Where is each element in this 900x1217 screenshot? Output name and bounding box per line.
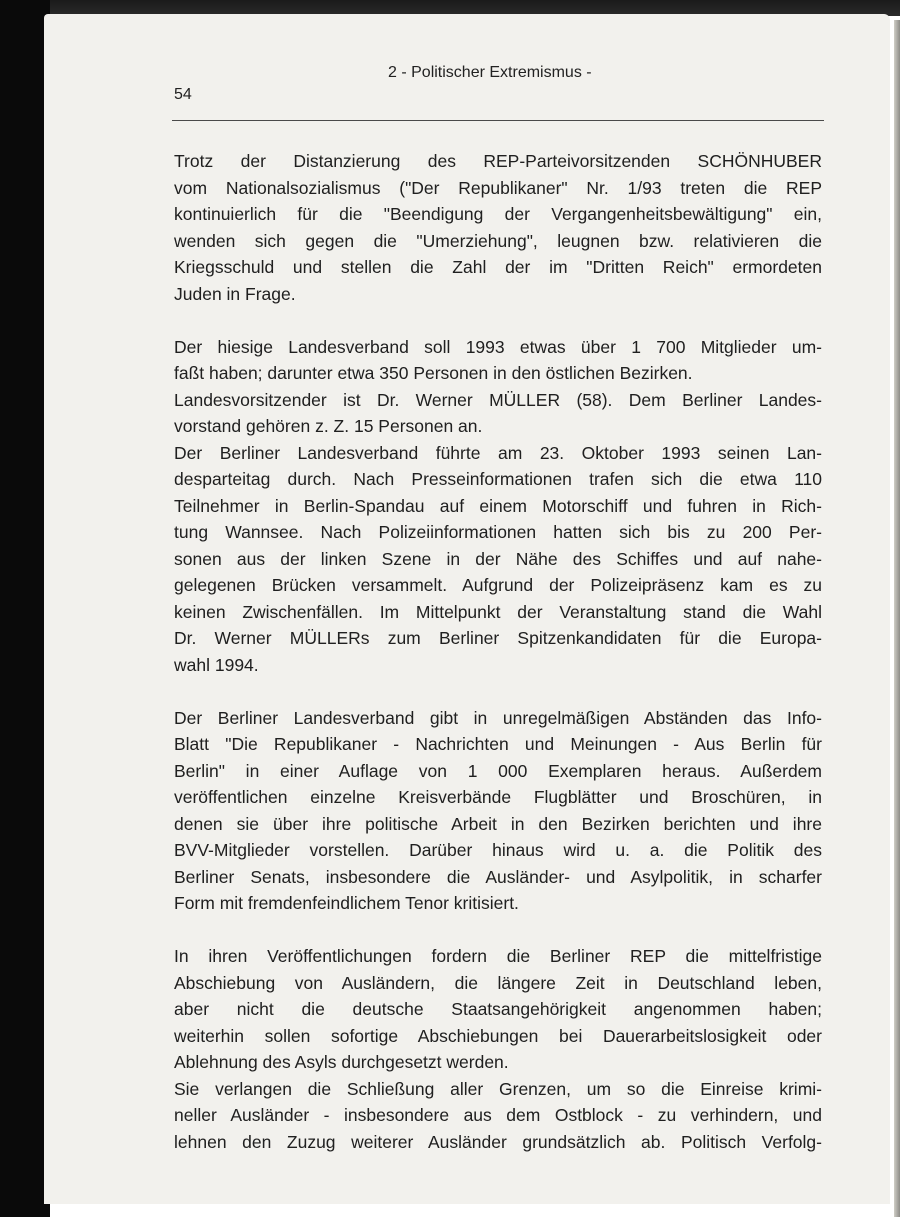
text-line: Berlin" in einer Auflage von 1 000 Exemplaren heraus. Außerdem <box>174 760 822 781</box>
text-line: keinen Zwischenfällen. Im Mittelpunkt der Veranstaltung stand die Wahl <box>174 601 822 622</box>
text-line: kontinuierlich für die "Beendigung der Vergangenheitsbewältigung" ein, <box>174 204 822 224</box>
text-line: wahl 1994. <box>174 654 259 675</box>
text-line: Kriegsschuld und stellen die Zahl der im "Dritten Reich" ermordeten <box>174 257 822 277</box>
text-line: Teilnehmer in Berlin-Spandau auf einem Motorschiff und fuhren in Rich- <box>174 495 822 516</box>
text-line: tung Wannsee. Nach Polizeiinformationen hatten sich bis zu 200 Per- <box>174 522 822 542</box>
text-line: Blatt "Die Republikaner - Nachrichten und Meinungen - Aus Berlin für <box>174 734 822 754</box>
text-line: Landesvorsitzender ist Dr. Werner MÜLLER (58). Dem Berliner Landes- <box>174 389 822 410</box>
running-head: 2 - Politischer Extremismus - <box>388 64 592 81</box>
text-line: Sie verlangen die Schließung aller Grenzen, um so die Einreise krimi- <box>174 1078 822 1099</box>
text-line: Der hiesige Landesverband soll 1993 etwas über 1 700 Mitglieder um- <box>174 336 822 357</box>
text-line: sonen aus der linken Szene in der Nähe des Schiffes und auf nahe- <box>174 548 822 569</box>
text-line: Form mit fremdenfeindlichem Tenor kritisiert. <box>174 893 519 913</box>
text-line: Der Berliner Landesverband gibt in unregelmäßigen Abständen das Info- <box>174 707 822 728</box>
body-text <box>174 148 822 1155</box>
text-line: BVV-Mitglieder vorstellen. Darüber hinaus wird u. a. die Politik des <box>174 840 822 860</box>
paragraph <box>174 1076 822 1156</box>
text-line: wenden sich gegen die "Umerziehung", leugnen bzw. relativieren die <box>174 230 822 251</box>
text-line: vom Nationalsozialismus ("Der Republikaner" Nr. 1/93 treten die REP <box>174 177 822 198</box>
page-edge <box>894 20 900 1217</box>
text-line: weiterhin sollen sofortige Abschiebungen bei Dauerarbeitslosigkeit oder <box>174 1025 822 1046</box>
text-line: neller Ausländer - insbesondere aus dem Ostblock - zu verhindern, und <box>174 1105 822 1125</box>
text-line: vorstand gehören z. Z. 15 Personen an. <box>174 416 483 436</box>
text-line: Trotz der Distanzierung des REP-Parteivorsitzenden SCHÖNHUBER <box>174 151 822 171</box>
text-line: lehnen den Zuzug weiterer Ausländer grundsätzlich ab. Politisch Verfolg- <box>174 1131 822 1152</box>
page-number: 54 <box>174 86 192 103</box>
paragraph <box>174 440 822 679</box>
paragraph <box>174 943 822 1076</box>
text-line: In ihren Veröffentlichungen fordern die Berliner REP die mittelfristige <box>174 946 822 966</box>
binding-shadow <box>0 0 50 1217</box>
text-line: Ablehnung des Asyls durchgesetzt werden. <box>174 1052 509 1072</box>
text-line: veröffentlichen einzelne Kreisverbände Flugblätter und Broschüren, in <box>174 787 822 807</box>
page-header <box>174 62 824 112</box>
text-line: Dr. Werner MÜLLERs zum Berliner Spitzenkandidaten für die Europa- <box>174 628 822 648</box>
header-rule <box>172 120 824 121</box>
text-line: gelegenen Brücken versammelt. Aufgrund der Polizeipräsenz kam es zu <box>174 575 822 595</box>
paragraph <box>174 705 822 917</box>
text-line: Abschiebung von Ausländern, die längere Zeit in Deutschland leben, <box>174 972 822 993</box>
text-line: aber nicht die deutsche Staatsangehörigkeit angenommen haben; <box>174 999 822 1019</box>
text-line: faßt haben; darunter etwa 350 Personen in den östlichen Bezirken. <box>174 363 693 383</box>
text-line: desparteitag durch. Nach Presseinformationen trafen sich die etwa 110 <box>174 469 822 489</box>
text-line: denen sie über ihre politische Arbeit in den Bezirken berichten und ihre <box>174 813 822 834</box>
text-line: Juden in Frage. <box>174 283 296 304</box>
paragraph <box>174 334 822 440</box>
text-line: Berliner Senats, insbesondere die Ausländer- und Asylpolitik, in scharfer <box>174 866 822 887</box>
paragraph <box>174 148 822 307</box>
text-line: Der Berliner Landesverband führte am 23. Oktober 1993 seinen Lan- <box>174 442 822 463</box>
